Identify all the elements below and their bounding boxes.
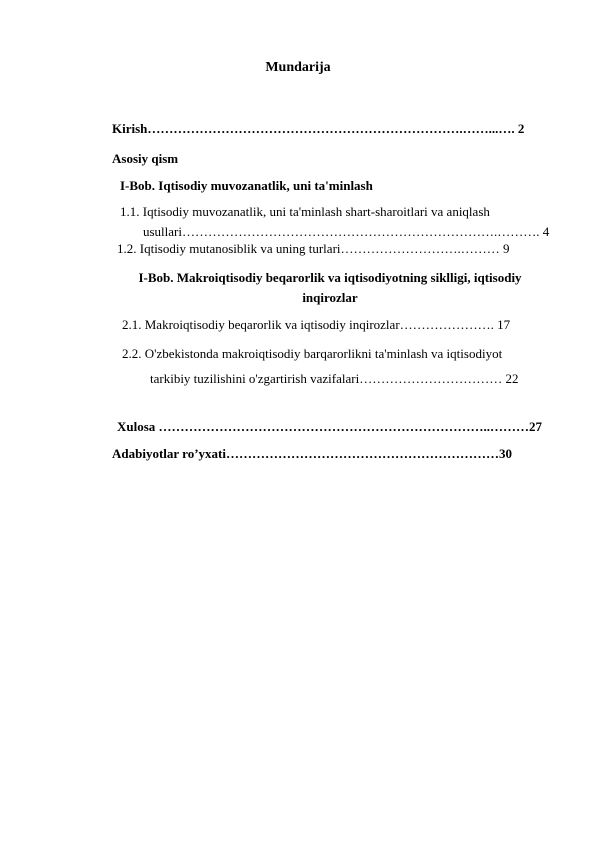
toc-chapter-1: I-Bob. Iqtisodiy muvozanatlik, uni ta'minlash xyxy=(120,178,373,193)
toc-heading-asosiy-qism: Asosiy qism xyxy=(112,151,179,166)
toc-entry-1-2: 1.2. Iqtisodiy mutanosiblik va uning turlari……………………….……… 9 xyxy=(117,241,510,256)
toc-entry-1-1-cont: usullari……………………………………………………………….………. 4 xyxy=(143,224,550,239)
toc-entry-adabiyotlar: Adabiyotlar ro’yxati………………………………………………………30 xyxy=(112,446,512,461)
toc-entry-kirish: Kirish……………………………………………………………….……...…. 2 xyxy=(112,121,525,136)
toc-entry-2-1: 2.1. Makroiqtisodiy beqarorlik va iqtisodiy inqirozlar…………………. 17 xyxy=(122,317,511,332)
toc-entry-xulosa: Xulosa …………………………………………………………………..………27 xyxy=(117,419,543,434)
toc-entry-1-1: 1.1. Iqtisodiy muvozanatlik, uni ta'minlash shart-sharoitlari va aniqlash xyxy=(120,204,490,219)
toc-chapter-2: I-Bob. Makroiqtisodiy beqarorlik va iqtisodiyotning siklligi, iqtisodiy inqirozlar xyxy=(138,270,522,305)
page-title: Mundarija xyxy=(265,60,331,75)
toc-entry-2-2-cont: tarkibiy tuzilishini o'zgartirish vazifalari…………………………… 22 xyxy=(150,371,519,386)
toc-entry-2-2: 2.2. O'zbekistonda makroiqtisodiy barqarorlikni ta'minlash va iqtisodiyot xyxy=(122,346,503,361)
